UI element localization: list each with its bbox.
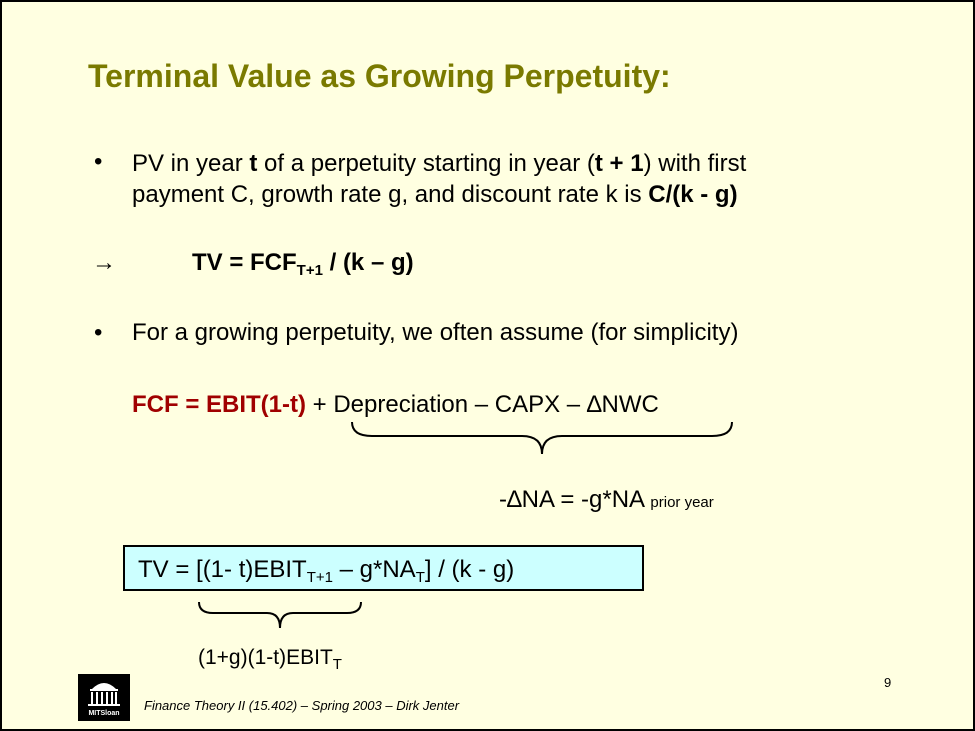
implies-arrow-icon: → xyxy=(92,249,116,276)
ebit-annotation-main: (1+g)(1-t)EBIT xyxy=(198,646,333,669)
bullet-1-line2-a: payment C, growth rate g, and discount rate k is xyxy=(132,181,649,208)
bullet-1-formula: C/(k - g) xyxy=(648,181,738,208)
bullet-1-line1-b: of a perpetuity starting in year ( xyxy=(257,150,595,177)
delta-na-equation xyxy=(499,486,714,514)
tv-box-part3: ] / (k - g) xyxy=(424,556,515,583)
page-number: 9 xyxy=(884,675,892,690)
ebit-annotation-sub: T xyxy=(332,656,342,673)
fcf-equation-rest: + Depreciation – CAPX – ∆NWC xyxy=(306,391,659,418)
bullet-1-line1-a: PV in year xyxy=(132,150,250,177)
bullet-1-line1-c: ) with first xyxy=(643,150,747,177)
footer-text: Finance Theory II (15.402) – Spring 2003 – Dirk Jenter xyxy=(144,698,460,713)
tv-box-sub2: T xyxy=(415,569,425,586)
logo-caption: MITSloan xyxy=(88,710,120,717)
ebit-annotation xyxy=(198,646,342,673)
curly-brace-large xyxy=(350,420,734,460)
bullet-2-text: For a growing perpetuity, we often assume (for simplicity) xyxy=(132,319,739,346)
mit-sloan-logo xyxy=(78,674,130,721)
dome-icon xyxy=(78,674,130,710)
fcf-equation-red: FCF = EBIT(1-t) xyxy=(132,391,306,418)
bullet-1-t1: t + 1 xyxy=(594,150,644,177)
tv-formula-lhs: TV = FCF xyxy=(192,249,297,276)
bullet-2-marker: • xyxy=(94,319,103,346)
tv-formula-sub: T+1 xyxy=(296,262,323,279)
bullet-1-t: t xyxy=(249,150,258,177)
tv-formula-box xyxy=(123,545,644,591)
delta-na-main: -∆NA = -g*NA xyxy=(499,486,651,513)
bullet-1-marker: • xyxy=(94,148,103,175)
tv-box-part1: TV = [(1- t)EBIT xyxy=(138,556,307,583)
bullet-1-text xyxy=(132,148,746,210)
curly-brace-small xyxy=(197,600,363,632)
fcf-equation xyxy=(132,391,659,419)
tv-box-sub1: T+1 xyxy=(306,569,333,586)
delta-na-small: prior year xyxy=(650,494,714,511)
slide-title: Terminal Value as Growing Perpetuity: xyxy=(88,58,671,94)
tv-formula-rhs: / (k – g) xyxy=(322,249,414,276)
tv-box-part2: – g*NA xyxy=(332,556,416,583)
tv-formula xyxy=(192,249,414,277)
tv-box-text xyxy=(138,556,514,584)
